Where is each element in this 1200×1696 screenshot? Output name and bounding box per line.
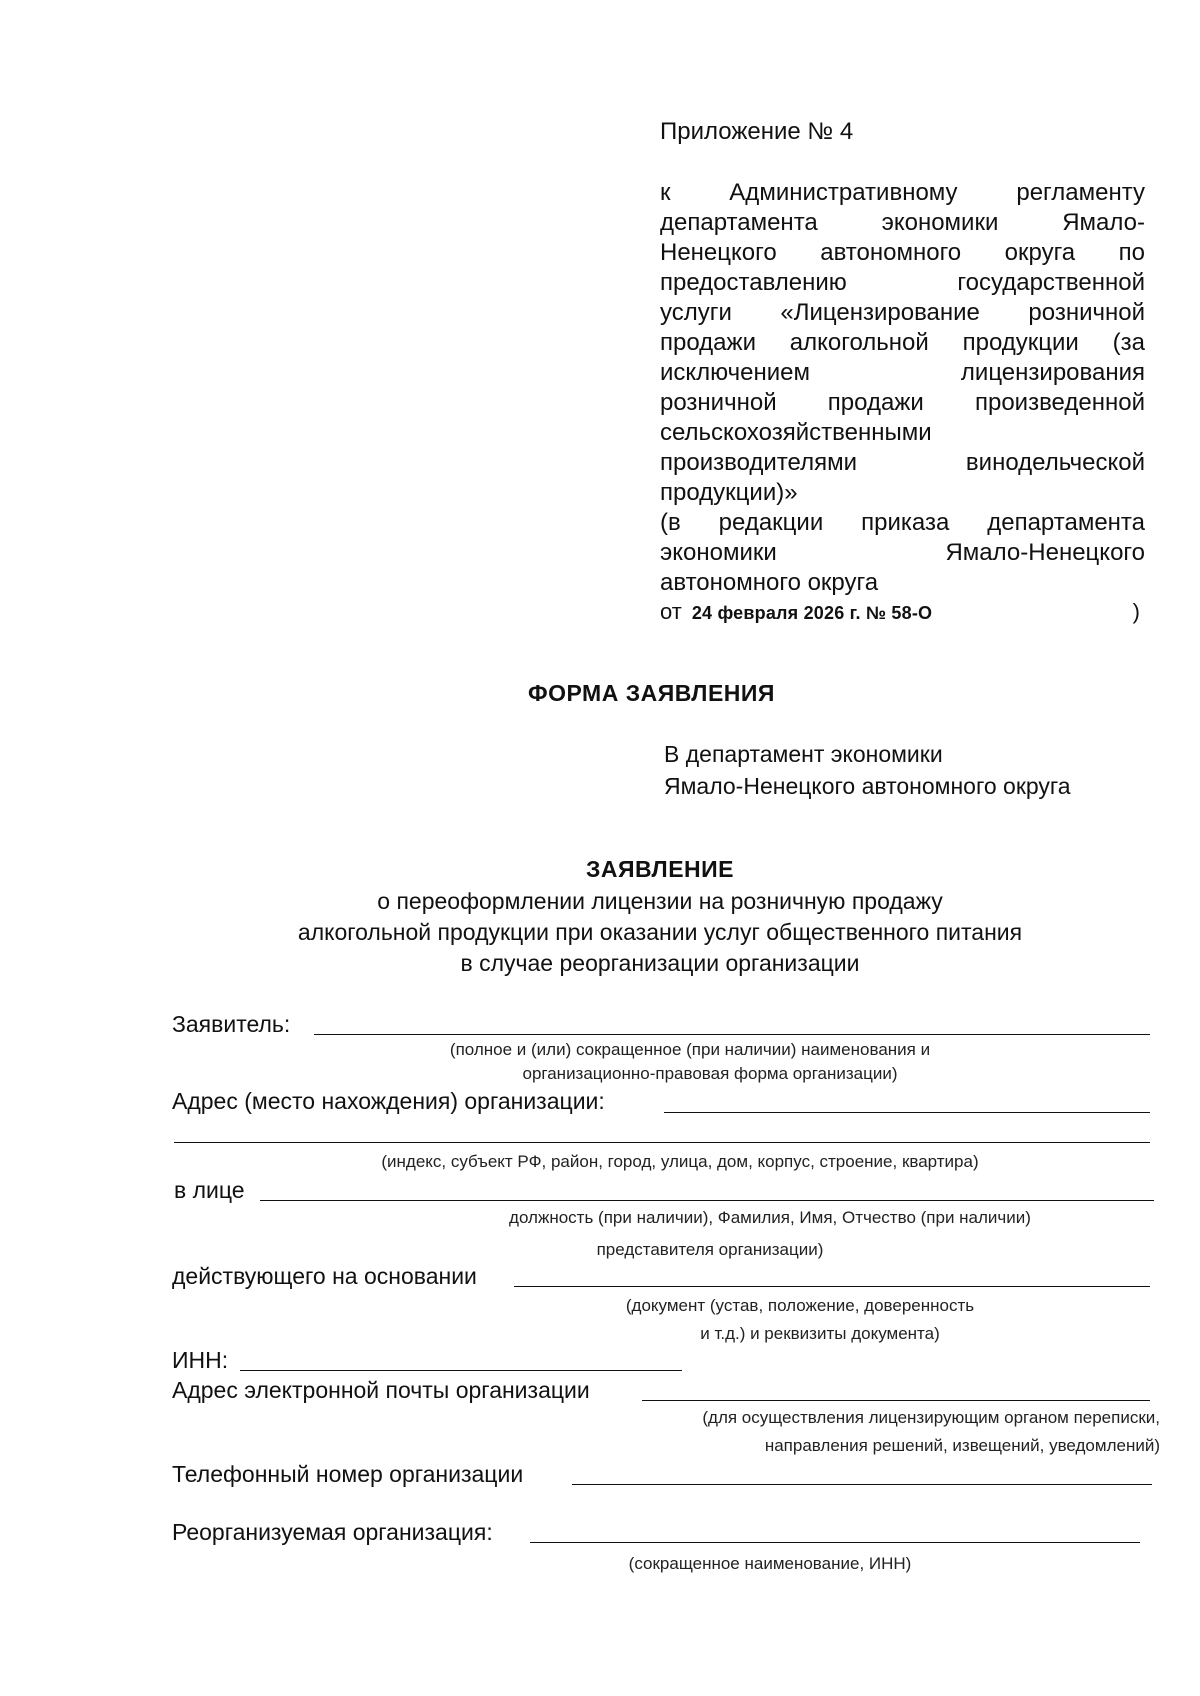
- applicant-hint: организационно-правовая форма организации): [522, 1064, 898, 1083]
- person-hint: должность (при наличии), Фамилия, Имя, Отчество (при наличии): [509, 1208, 1031, 1227]
- applicant-hint: (полное и (или) сокращенное (при наличии) наименования и: [449, 1040, 931, 1059]
- address-input-line[interactable]: [664, 1112, 1150, 1113]
- appendix-line: услуги «Лицензирование розничной: [660, 299, 1145, 326]
- reorg-hint: (сокращенное наименование, ИНН): [628, 1554, 912, 1573]
- applicant-label: Заявитель:: [172, 1011, 291, 1037]
- addressee: [664, 738, 1071, 802]
- appendix-line: к Административному регламенту: [660, 179, 1145, 206]
- basis-hint: (документ (устав, положение, доверенность: [625, 1296, 975, 1315]
- appendix-line: автономного округа: [660, 569, 879, 596]
- appendix-title: Приложение № 4: [660, 118, 854, 145]
- statement-subtitle-line: о переоформлении лицензии на розничную продажу: [377, 888, 943, 914]
- address-label: Адрес (место нахождения) организации:: [172, 1088, 605, 1114]
- appendix-line: экономики Ямало-Ненецкого: [660, 539, 1145, 566]
- applicant-input-line[interactable]: [314, 1034, 1150, 1035]
- person-input-line[interactable]: [260, 1200, 1154, 1201]
- reorg-label: Реорганизуемая организация:: [172, 1519, 493, 1545]
- appendix-line: розничной продажи произведенной: [660, 389, 1145, 416]
- person-label: в лице: [174, 1177, 245, 1203]
- appendix-description: [660, 178, 1145, 598]
- address-hint: (индекс, субъект РФ, район, город, улица, дом, корпус, строение, квартира): [381, 1152, 979, 1171]
- phone-label: Телефонный номер организации: [172, 1461, 524, 1487]
- address-input-line-2[interactable]: [174, 1142, 1150, 1143]
- basis-input-line[interactable]: [514, 1286, 1150, 1287]
- email-hint: направления решений, извещений, уведомлений): [764, 1436, 1160, 1455]
- appendix-line: производителями винодельческой: [660, 449, 1145, 476]
- email-input-line[interactable]: [642, 1400, 1150, 1401]
- inn-label: ИНН:: [172, 1347, 229, 1373]
- order-prefix: от: [660, 599, 682, 624]
- inn-input-line[interactable]: [240, 1370, 682, 1371]
- phone-input-line[interactable]: [572, 1484, 1152, 1485]
- form-title-text: ФОРМА ЗАЯВЛЕНИЯ: [528, 680, 775, 706]
- person-hint: представителя организации): [596, 1240, 824, 1259]
- appendix-line: предоставлению государственной: [660, 269, 1145, 296]
- order-reference: [660, 598, 1140, 627]
- statement-subtitle-line: в случае реорганизации организации: [460, 950, 860, 976]
- statement-title: [0, 856, 1200, 883]
- statement-subtitle: [0, 886, 1200, 979]
- basis-label: действующего на основании: [172, 1263, 477, 1289]
- statement-title-text: ЗАЯВЛЕНИЕ: [585, 856, 735, 882]
- addressee-line: Ямало-Ненецкого автономного округа: [664, 773, 1071, 799]
- email-hint: (для осуществления лицензирующим органом переписки,: [702, 1408, 1160, 1427]
- email-label: Адрес электронной почты организации: [172, 1377, 590, 1403]
- order-close: ): [1132, 599, 1140, 624]
- basis-hint: и т.д.) и реквизиты документа): [700, 1324, 940, 1343]
- appendix-line: (в редакции приказа департамента: [660, 509, 1145, 536]
- statement-subtitle-line: алкогольной продукции при оказании услуг общественного питания: [297, 919, 1023, 945]
- appendix-line: исключением лицензирования: [660, 359, 1145, 386]
- appendix-line: сельскохозяйственными: [660, 419, 932, 446]
- appendix-line: продукции)»: [660, 479, 798, 506]
- order-detail: 24 февраля 2026 г. № 58-О: [691, 603, 933, 623]
- addressee-line: В департамент экономики: [664, 741, 943, 767]
- reorg-input-line[interactable]: [530, 1542, 1140, 1543]
- appendix-line: продажи алкогольной продукции (за: [660, 329, 1145, 356]
- appendix-line: Ненецкого автономного округа по: [660, 239, 1145, 266]
- appendix-line: департамента экономики Ямало-: [660, 209, 1145, 236]
